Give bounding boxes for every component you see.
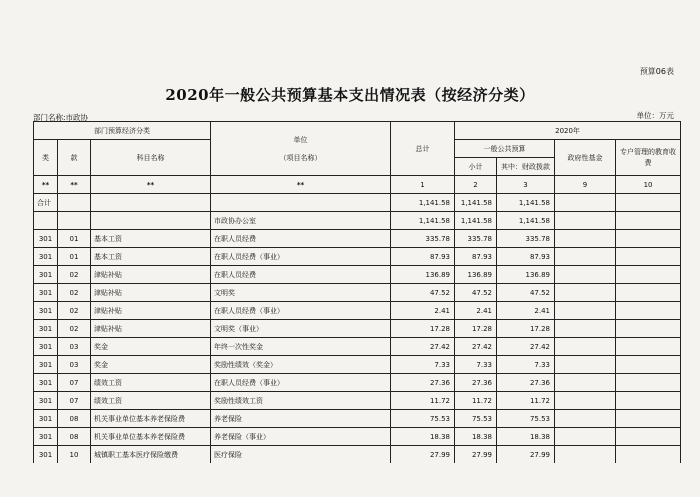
cell xyxy=(555,320,616,338)
cell-kuan: 02 xyxy=(58,284,91,302)
cell xyxy=(555,428,616,446)
cell-lei: 301 xyxy=(34,374,58,392)
cell-subtotal: 136.89 xyxy=(455,266,497,284)
header-item-name: 科目名称 xyxy=(91,140,211,176)
department-label: 部门名称: xyxy=(33,113,66,122)
cell-lei: 301 xyxy=(34,320,58,338)
cell xyxy=(616,212,681,230)
cell-total: 75.53 xyxy=(391,410,455,428)
cell xyxy=(211,194,391,212)
table-row xyxy=(34,428,681,446)
cell-kuan: 10 xyxy=(58,446,91,464)
cell-lei: 301 xyxy=(34,230,58,248)
header-edu-fee: 专户管理的教育收费 xyxy=(616,140,681,176)
cell xyxy=(555,392,616,410)
total-label: 合计 xyxy=(34,194,58,212)
cell-unit: 在职人员经费（事业） xyxy=(211,248,391,266)
cell-subtotal: 47.52 xyxy=(455,284,497,302)
table-row xyxy=(34,248,681,266)
cell-lei: 301 xyxy=(34,248,58,266)
cell-unit: 养老保险（事业） xyxy=(211,428,391,446)
cell-fiscal: 7.33 xyxy=(497,356,555,374)
cell-subtotal: 27.36 xyxy=(455,374,497,392)
cell-fiscal: 18.38 xyxy=(497,428,555,446)
cell xyxy=(616,266,681,284)
cell-kuan: 03 xyxy=(58,356,91,374)
code-cell: ** xyxy=(211,176,391,194)
cell-name: 绩效工资 xyxy=(91,392,211,410)
code-cell: ** xyxy=(34,176,58,194)
cell-total: 47.52 xyxy=(391,284,455,302)
cell-subtotal: 2.41 xyxy=(455,302,497,320)
cell-kuan: 02 xyxy=(58,266,91,284)
unit-label: 单位：万元 xyxy=(636,111,674,120)
table-row xyxy=(34,230,681,248)
header-subtotal: 小计 xyxy=(455,158,497,176)
cell-unit: 年终一次性奖金 xyxy=(211,338,391,356)
cell xyxy=(555,302,616,320)
header-general-budget: 一般公共预算 xyxy=(455,140,555,158)
budget-table xyxy=(33,121,681,463)
cell-fiscal: 87.93 xyxy=(497,248,555,266)
cell xyxy=(555,356,616,374)
header-unit xyxy=(211,122,391,176)
cell xyxy=(555,266,616,284)
code-cell: ** xyxy=(91,176,211,194)
cell-kuan: 01 xyxy=(58,248,91,266)
table-row xyxy=(34,320,681,338)
fiscal-value: 1,141.58 xyxy=(497,212,555,230)
cell-subtotal: 18.38 xyxy=(455,428,497,446)
cell xyxy=(616,320,681,338)
cell-total: 136.89 xyxy=(391,266,455,284)
cell-fiscal: 11.72 xyxy=(497,392,555,410)
code-cell: 10 xyxy=(616,176,681,194)
cell xyxy=(555,374,616,392)
cell-total: 27.42 xyxy=(391,338,455,356)
table-row xyxy=(34,356,681,374)
cell xyxy=(616,446,681,464)
header-lei: 类 xyxy=(34,140,58,176)
cell-subtotal: 335.78 xyxy=(455,230,497,248)
table-row xyxy=(34,284,681,302)
cell-subtotal: 7.33 xyxy=(455,356,497,374)
cell-total: 17.28 xyxy=(391,320,455,338)
cell-name: 城镇职工基本医疗保险缴费 xyxy=(91,446,211,464)
cell-kuan: 07 xyxy=(58,374,91,392)
cell-name: 绩效工资 xyxy=(91,374,211,392)
cell xyxy=(616,410,681,428)
cell-total: 7.33 xyxy=(391,356,455,374)
header-unit-label: 单位 xyxy=(293,135,308,144)
cell-fiscal: 27.42 xyxy=(497,338,555,356)
cell-subtotal: 87.93 xyxy=(455,248,497,266)
header-fiscal: 其中：财政拨款 xyxy=(497,158,555,176)
cell-lei: 301 xyxy=(34,266,58,284)
office-unit: 市政协办公室 xyxy=(211,212,391,230)
cell-subtotal: 27.99 xyxy=(455,446,497,464)
cell xyxy=(616,230,681,248)
cell-fiscal: 17.28 xyxy=(497,320,555,338)
cell-kuan: 03 xyxy=(58,338,91,356)
cell xyxy=(555,248,616,266)
table-row xyxy=(34,338,681,356)
cell xyxy=(58,194,91,212)
code-row xyxy=(34,176,681,194)
cell-lei: 301 xyxy=(34,302,58,320)
office-row xyxy=(34,212,681,230)
cell-fiscal: 2.41 xyxy=(497,302,555,320)
cell-lei: 301 xyxy=(34,356,58,374)
cell-lei: 301 xyxy=(34,392,58,410)
cell-total: 335.78 xyxy=(391,230,455,248)
cell-name: 津贴补贴 xyxy=(91,320,211,338)
cell-unit: 奖励性绩效工资 xyxy=(211,392,391,410)
cell-unit: 养老保险 xyxy=(211,410,391,428)
cell xyxy=(91,194,211,212)
cell-name: 机关事业单位基本养老保险费 xyxy=(91,428,211,446)
cell-kuan: 08 xyxy=(58,428,91,446)
cell-fiscal: 75.53 xyxy=(497,410,555,428)
cell-fiscal: 136.89 xyxy=(497,266,555,284)
cell-lei: 301 xyxy=(34,338,58,356)
cell-name: 津贴补贴 xyxy=(91,266,211,284)
cell-name: 基本工资 xyxy=(91,248,211,266)
code-cell: 1 xyxy=(391,176,455,194)
cell-unit: 在职人员经费 xyxy=(211,266,391,284)
cell xyxy=(91,212,211,230)
cell-unit: 在职人员经费（事业） xyxy=(211,302,391,320)
cell xyxy=(616,428,681,446)
cell xyxy=(555,446,616,464)
table-row xyxy=(34,266,681,284)
cell-subtotal: 75.53 xyxy=(455,410,497,428)
cell-kuan: 02 xyxy=(58,320,91,338)
cell-name: 奖金 xyxy=(91,338,211,356)
cell-lei: 301 xyxy=(34,446,58,464)
table-row xyxy=(34,410,681,428)
cell-fiscal: 335.78 xyxy=(497,230,555,248)
header-total: 总计 xyxy=(391,122,455,176)
cell-name: 津贴补贴 xyxy=(91,284,211,302)
header-unit-sub: （项目名称） xyxy=(279,153,322,162)
cell-kuan: 02 xyxy=(58,302,91,320)
cell xyxy=(555,194,616,212)
cell-kuan: 01 xyxy=(58,230,91,248)
cell-name: 津贴补贴 xyxy=(91,302,211,320)
form-number: 预算06表 xyxy=(639,67,674,76)
cell-total: 2.41 xyxy=(391,302,455,320)
cell-unit: 在职人员经费 xyxy=(211,230,391,248)
cell-unit: 医疗保险 xyxy=(211,446,391,464)
code-cell: ** xyxy=(58,176,91,194)
cell-name: 机关事业单位基本养老保险费 xyxy=(91,410,211,428)
table-row xyxy=(34,302,681,320)
cell-fiscal: 27.36 xyxy=(497,374,555,392)
cell-lei: 301 xyxy=(34,410,58,428)
department-name: 市政协 xyxy=(65,113,89,122)
cell xyxy=(616,338,681,356)
cell xyxy=(555,410,616,428)
cell-subtotal: 11.72 xyxy=(455,392,497,410)
cell xyxy=(616,284,681,302)
cell xyxy=(555,212,616,230)
code-cell: 2 xyxy=(455,176,497,194)
cell xyxy=(616,356,681,374)
cell-kuan: 07 xyxy=(58,392,91,410)
total-row xyxy=(34,194,681,212)
cell-fiscal: 47.52 xyxy=(497,284,555,302)
header-year: 2020年 xyxy=(455,122,681,140)
total-value: 1,141.58 xyxy=(391,212,455,230)
cell xyxy=(616,248,681,266)
page-title: 2020年一般公共预算基本支出情况表（按经济分类） xyxy=(165,86,535,104)
code-cell: 9 xyxy=(555,176,616,194)
cell-lei: 301 xyxy=(34,284,58,302)
total-value: 1,141.58 xyxy=(391,194,455,212)
cell-total: 27.99 xyxy=(391,446,455,464)
cell xyxy=(555,338,616,356)
cell-total: 27.36 xyxy=(391,374,455,392)
table-row xyxy=(34,392,681,410)
cell xyxy=(616,374,681,392)
header-gov-fund: 政府性基金 xyxy=(555,140,616,176)
cell xyxy=(34,212,58,230)
cell xyxy=(616,194,681,212)
cell-total: 11.72 xyxy=(391,392,455,410)
subtotal-value: 1,141.58 xyxy=(455,212,497,230)
fiscal-value: 1,141.58 xyxy=(497,194,555,212)
cell-lei: 301 xyxy=(34,428,58,446)
cell-unit: 文明奖（事业） xyxy=(211,320,391,338)
cell-subtotal: 27.42 xyxy=(455,338,497,356)
cell xyxy=(58,212,91,230)
cell-total: 18.38 xyxy=(391,428,455,446)
subtotal-value: 1,141.58 xyxy=(455,194,497,212)
header-kuan: 款 xyxy=(58,140,91,176)
table-row xyxy=(34,374,681,392)
cell xyxy=(555,230,616,248)
cell-fiscal: 27.99 xyxy=(497,446,555,464)
table-row xyxy=(34,446,681,464)
cell-name: 基本工资 xyxy=(91,230,211,248)
cell xyxy=(616,392,681,410)
cell-subtotal: 17.28 xyxy=(455,320,497,338)
cell xyxy=(616,302,681,320)
cell-unit: 在职人员经费（事业） xyxy=(211,374,391,392)
cell-name: 奖金 xyxy=(91,356,211,374)
header-row-1 xyxy=(34,122,681,140)
cell-total: 87.93 xyxy=(391,248,455,266)
cell xyxy=(555,284,616,302)
cell-kuan: 08 xyxy=(58,410,91,428)
header-econ-class: 部门预算经济分类 xyxy=(34,122,211,140)
cell-unit: 奖励性绩效（奖金） xyxy=(211,356,391,374)
code-cell: 3 xyxy=(497,176,555,194)
cell-unit: 文明奖 xyxy=(211,284,391,302)
